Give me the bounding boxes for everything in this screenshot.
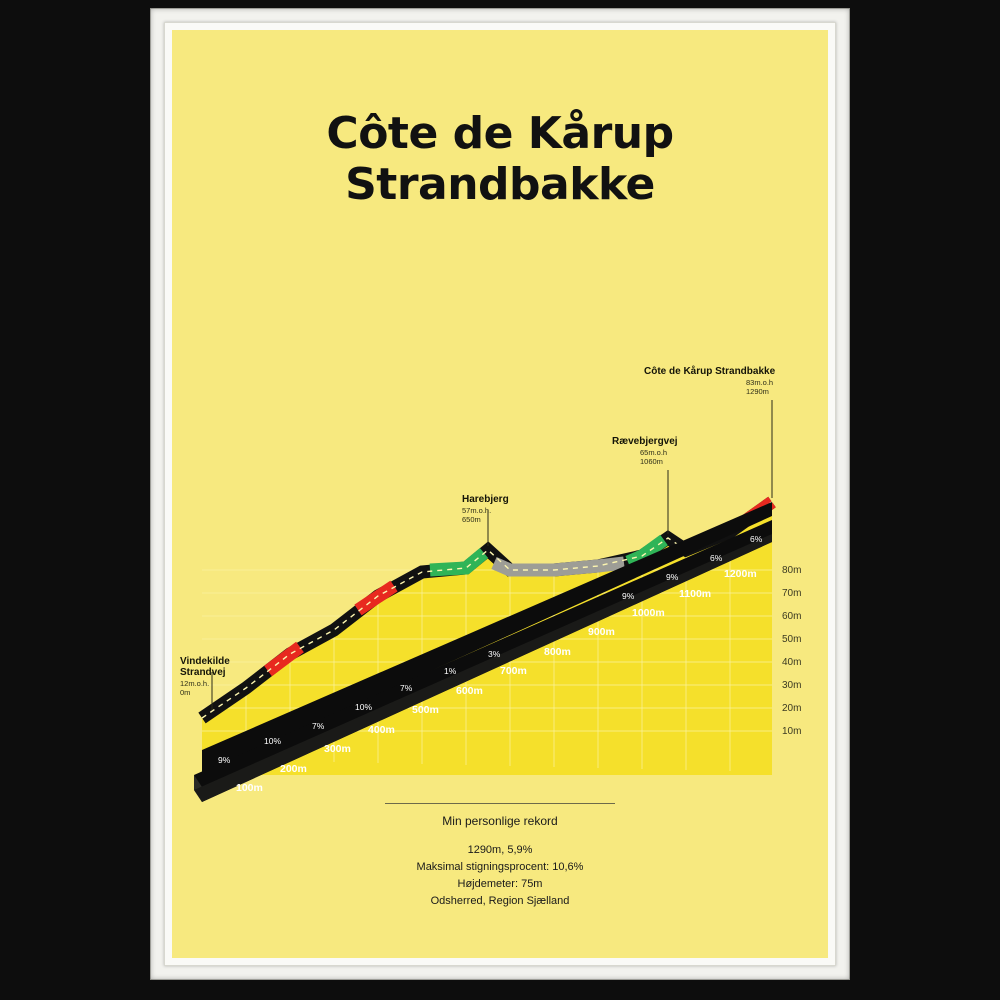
x-tick-label: 1200m — [724, 568, 757, 580]
gradient-label: 6% — [710, 553, 723, 563]
y-tick-label: 10m — [782, 726, 802, 737]
annotation-elevation: 57m.o.h. — [462, 506, 492, 515]
x-tick-label: 900m — [588, 626, 615, 638]
gradient-label: 9% — [218, 755, 231, 765]
gradient-label: 9% — [622, 591, 635, 601]
annotation-name: Harebjerg — [462, 494, 509, 505]
x-tick-label: 700m — [500, 665, 527, 677]
x-tick-label: 600m — [456, 685, 483, 697]
personal-record-label: Min personlige rekord — [442, 814, 558, 828]
gradient-label: 7% — [312, 721, 325, 731]
x-tick-label: 400m — [368, 724, 395, 736]
y-tick-label: 70m — [782, 588, 802, 599]
poster-sheet — [172, 30, 828, 958]
gradient-label: 6% — [750, 534, 763, 544]
x-tick-label: 200m — [280, 763, 307, 775]
picture-frame — [150, 8, 850, 980]
x-tick-label: 800m — [544, 646, 571, 658]
annotation-distance: 0m — [180, 688, 191, 697]
gradient-label: 10% — [264, 736, 282, 746]
annotation-distance: 1060m — [640, 457, 663, 466]
profile-svg — [172, 320, 828, 820]
y-tick-label: 60m — [782, 611, 802, 622]
annotation-distance: 1290m — [746, 387, 769, 396]
elevation-profile-chart — [172, 320, 828, 820]
road-segment-green-1 — [430, 553, 484, 570]
y-tick-label: 40m — [782, 657, 802, 668]
annotation-name: Vindekilde — [180, 656, 230, 667]
annotation-name: Rævebjergvej — [612, 436, 678, 447]
poster-footer — [172, 803, 828, 910]
y-tick-label: 50m — [782, 634, 802, 645]
y-tick-label: 30m — [782, 680, 802, 691]
x-tick-label: 1000m — [632, 607, 665, 619]
annotation-name: Côte de Kårup Strandbakke — [644, 366, 776, 377]
annotation-elevation: 65m.o.h — [640, 448, 668, 457]
footer-line-1: 1290m, 5,9% — [467, 844, 533, 856]
gradient-label: 10% — [355, 702, 373, 712]
elevation-axis — [782, 565, 801, 737]
annotation-elevation: 83m.o.h — [746, 378, 774, 387]
gradient-label: 9% — [666, 572, 679, 582]
annotation-distance: 650m — [462, 515, 481, 524]
x-tick-label: 300m — [324, 743, 351, 755]
footer-line-3: Højdemeter: 75m — [457, 878, 543, 890]
annotation-raevebjergvej — [612, 436, 678, 534]
annotation-name-2: Strandvej — [180, 667, 226, 678]
gradient-label: 1% — [444, 666, 457, 676]
gradient-label: 3% — [488, 649, 501, 659]
footer-line-2: Maksimal stigningsprocent: 10,6% — [416, 861, 584, 873]
x-tick-label: 100m — [236, 782, 263, 794]
page-title: Côte de Kårup Strandbakke — [326, 108, 674, 210]
footer-line-4: Odsherred, Region Sjælland — [430, 895, 570, 907]
footer-divider — [385, 803, 615, 804]
y-tick-label: 80m — [782, 565, 802, 576]
y-tick-label: 20m — [782, 703, 802, 714]
annotation-summit — [644, 365, 776, 498]
x-tick-label: 1100m — [679, 588, 712, 600]
x-tick-label: 500m — [412, 704, 439, 716]
gradient-label: 7% — [400, 683, 413, 693]
annotation-harebjerg — [462, 494, 509, 546]
annotation-elevation: 12m.o.h. — [180, 679, 210, 688]
